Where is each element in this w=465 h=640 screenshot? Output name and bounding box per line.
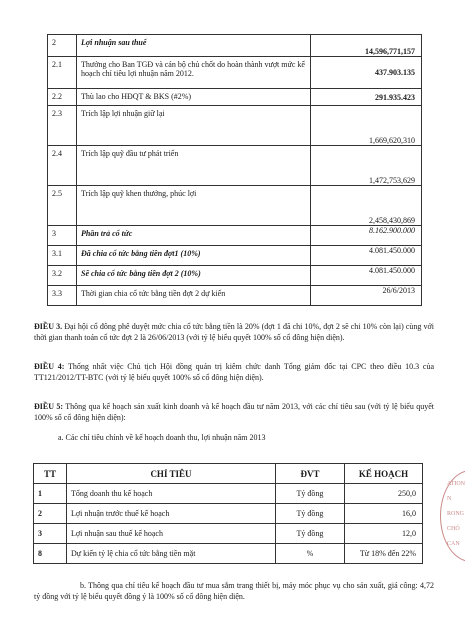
- subsection-a: a. Các chỉ tiêu chính về kế hoạch doanh thu, lợi nhuận năm 2013: [58, 433, 266, 442]
- article-5-heading: ĐIỀU 5:: [34, 402, 64, 411]
- header-indicator: CHỈ TIÊU: [67, 464, 276, 484]
- article-3-heading: ĐIỀU 3.: [34, 322, 63, 331]
- profit-row: [48, 35, 422, 57]
- row-item: Thời gian chia cổ tức bằng tiền đợt 2 dự kiến: [77, 286, 311, 306]
- stamp-text: RONG: [447, 511, 465, 517]
- target-plan: 16,0: [345, 504, 423, 524]
- row-amount: 291.935.423: [311, 89, 422, 106]
- row-amount: 4.081.450.000: [311, 266, 422, 286]
- header-tt: TT: [34, 464, 67, 484]
- row-amount: 1,472,753,629: [311, 146, 422, 186]
- row-number: 2.5: [48, 186, 77, 226]
- row-number: 3.1: [48, 246, 77, 266]
- row-amount: 2,458,430,869: [311, 186, 422, 226]
- article-3-text: Đại hội cổ đông phê duyệt mức chia cổ tức bằng tiền là 20% (đợt 1 đã chi 10%, đợt 2 sẽ chi 10% còn lại) cùng với thời gian thanh toán cổ tức đợt 2 là 26/06/2013 (với tỷ lệ biểu quyết 100% số cổ đông hiện diện).: [34, 322, 434, 342]
- row-item: Thù lao cho HĐQT & BKS (#2%): [77, 89, 311, 106]
- row-item: Đã chia cổ tức bằng tiền đợt1 (10%): [77, 246, 311, 266]
- row-item: Lợi nhuận sau thuế: [77, 35, 311, 57]
- row-number: 2.1: [48, 57, 77, 89]
- target-tt: 3: [34, 524, 67, 544]
- stamp-text: CAN: [447, 541, 460, 547]
- row-number: 2.4: [48, 146, 77, 186]
- profit-row: [48, 57, 422, 89]
- target-indicator: Tổng doanh thu kế hoạch: [67, 484, 276, 504]
- targets-header-row: [34, 464, 423, 484]
- row-number: 3: [48, 226, 77, 246]
- targets-row: [34, 524, 423, 544]
- article-5-text: Thông qua kế hoạch sản xuất kinh doanh và kế hoạch đầu tư năm 2013, với các chỉ tiêu sau (với tỷ lệ biểu quyết 100% số cổ đông hiện diện):: [34, 402, 434, 422]
- article-3-paragraph: [34, 322, 434, 343]
- row-amount: 26/6/2013: [311, 286, 422, 306]
- profit-row: [48, 146, 422, 186]
- targets-row: [34, 504, 423, 524]
- row-amount: 1,669,620,310: [311, 106, 422, 146]
- row-item: Thưởng cho Ban TGĐ và cán bộ chủ chốt do hoàn thành vượt mức kế hoạch chỉ tiêu lợi nhuận năm 2012.: [77, 57, 311, 89]
- row-amount: 437.903.135: [311, 57, 422, 89]
- target-plan: 250,0: [345, 484, 423, 504]
- row-amount: 14,596,771,157: [311, 35, 422, 57]
- profit-row: [48, 89, 422, 106]
- row-number: 2: [48, 35, 77, 57]
- stamp-text: N: [447, 496, 452, 502]
- target-unit: Tỷ đồng: [276, 504, 345, 524]
- article-4-heading: ĐIỀU 4:: [34, 362, 65, 371]
- row-item: Trích lập quỹ khen thưởng, phúc lợi: [77, 186, 311, 226]
- target-unit: %: [276, 544, 345, 564]
- row-item: Sẽ chia cổ tức bằng tiền đợt 2 (10%): [77, 266, 311, 286]
- target-unit: Tỷ đồng: [276, 524, 345, 544]
- header-plan: KẾ HOẠCH: [345, 464, 423, 484]
- plan-targets-table: [33, 463, 423, 564]
- company-seal-stamp: [440, 470, 465, 562]
- stamp-text: CHÓ: [447, 526, 460, 532]
- article-4-text: Thống nhất việc Chủ tịch Hội đồng quản trị kiêm chức danh Tổng giám đốc tại CPC theo điều 10.3 của TT121/2012/TT-BTC (với tỷ lệ biểu quyết 100% số cổ đông hiện diện).: [34, 362, 434, 382]
- subsection-b: [34, 581, 434, 602]
- row-item: Phần trả cổ tức: [77, 226, 311, 246]
- target-indicator: Lợi nhuận sau thuế kế hoạch: [67, 524, 276, 544]
- target-indicator: Dự kiến tỷ lệ chia cổ tức bằng tiền mặt: [67, 544, 276, 564]
- target-tt: 8: [34, 544, 67, 564]
- target-unit: Tỷ đồng: [276, 484, 345, 504]
- article-5-paragraph: [34, 402, 434, 423]
- row-number: 3.2: [48, 266, 77, 286]
- row-number: 3.3: [48, 286, 77, 306]
- target-tt: 1: [34, 484, 67, 504]
- row-amount: 4.081.450.000: [311, 246, 422, 266]
- row-amount: 8.162.900.000: [311, 226, 422, 246]
- profit-row: [48, 286, 422, 306]
- article-4-paragraph: [34, 362, 434, 383]
- profit-distribution-table: [47, 34, 422, 306]
- header-unit: ĐVT: [276, 464, 345, 484]
- profit-row: [48, 186, 422, 226]
- target-tt: 2: [34, 504, 67, 524]
- profit-row: [48, 266, 422, 286]
- target-plan: Từ 18% đến 22%: [345, 544, 423, 564]
- row-number: 2.3: [48, 106, 77, 146]
- subsection-b-text: b. Thông qua chỉ tiêu kế hoạch đầu tư mua sắm trang thiết bị, máy móc phục vụ cho sản xuất, giá công: 4,72 tỷ đồng với tỷ lệ biểu quyết đồng ý là 100% số cổ đông hiện diện.: [34, 581, 434, 601]
- stamp-text: ATION: [447, 481, 465, 487]
- profit-row: [48, 246, 422, 266]
- row-item: Trích lập lợi nhuận giữ lại: [77, 106, 311, 146]
- row-number: 2.2: [48, 89, 77, 106]
- profit-row: [48, 226, 422, 246]
- target-indicator: Lợi nhuận trước thuế kế hoạch: [67, 504, 276, 524]
- targets-row: [34, 544, 423, 564]
- profit-row: [48, 106, 422, 146]
- target-plan: 12,0: [345, 524, 423, 544]
- row-item: Trích lập quỹ đầu tư phát triển: [77, 146, 311, 186]
- targets-row: [34, 484, 423, 504]
